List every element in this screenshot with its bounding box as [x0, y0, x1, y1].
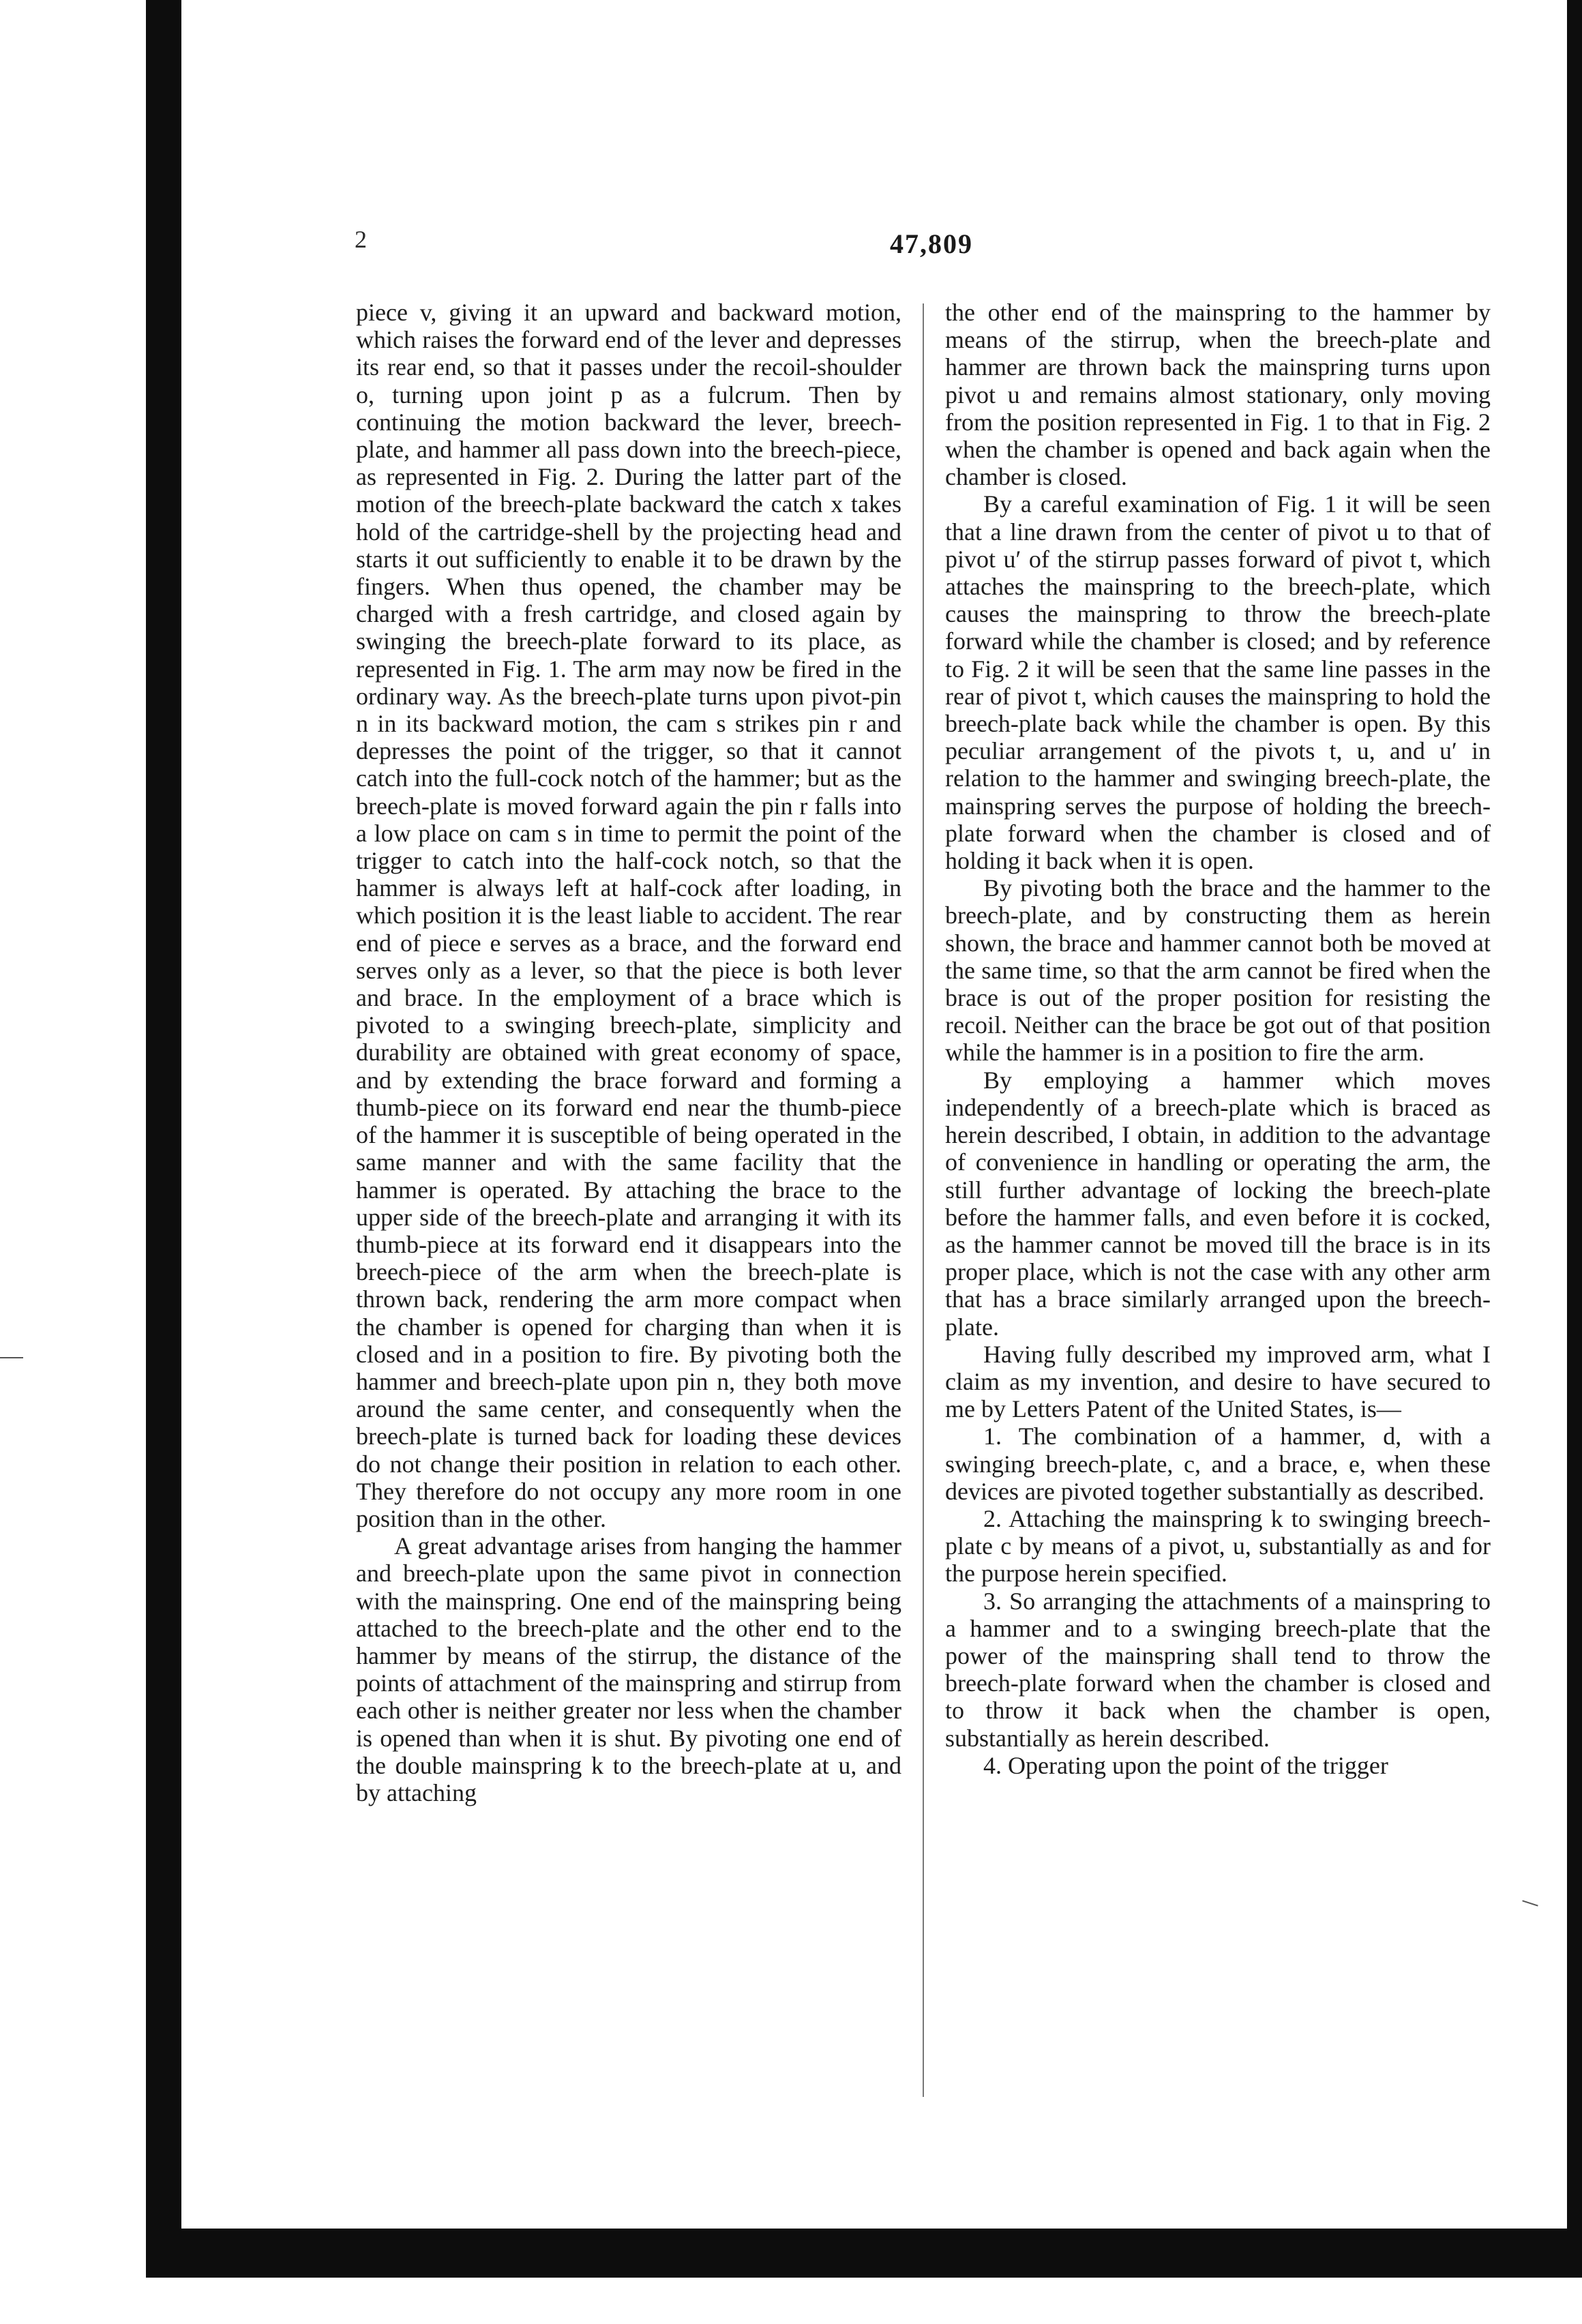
right-paragraph-3: By pivoting both the brace and the hammer to the breech-plate, and by constructing them as herein shown, the brace and hammer cannot both be moved at the same time, so that the arm cannot be fired when the brace is out of the proper position for resisting the recoil. Neither can the brace be got out of that position while the hammer is in a position to fire the arm.: [945, 874, 1491, 1067]
claim-3: 3. So arranging the attachments of a mainspring to a hammer and to a swinging breech-plate that the power of the mainspring shall tend to throw the breech-plate forward when the chamber is closed and to throw it back when the chamber is open, substantially as herein described.: [945, 1587, 1491, 1752]
right-text-column: [945, 299, 1491, 1779]
left-paragraph-2: A great advantage arises from hanging the hammer and breech-plate upon the same pivot in connection with the mainspring. One end of the mainspring being attached to the breech-plate and the other end to the hammer by means of the stirrup, the distance of the points of attachment of the mainspring and stirrup from each other is neither greater nor less when the chamber is opened than when it is shut. By pivoting one end of the double mainspring k to the breech-plate at u, and by attaching: [356, 1532, 901, 1806]
left-text-column: [356, 299, 901, 1806]
margin-mark-right: [1522, 1900, 1538, 1906]
scan-margin-bottom: [0, 2278, 1582, 2324]
scan-border-left: [146, 0, 181, 2278]
right-paragraph-2: By a careful examination of Fig. 1 it will be seen that a line drawn from the center of pivot u to that of pivot u′ of the stirrup passes forward of pivot t, which attaches the mainspring to the breech-plate, which causes the mainspring to throw the breech-plate forward while the chamber is closed; and by reference to Fig. 2 it will be seen that the same line passes in the rear of pivot t, which causes the mainspring to hold the breech-plate back while the chamber is open. By this peculiar arrangement of the pivots t, u, and u′ in relation to the hammer and swinging breech-plate, the mainspring serves the purpose of holding the breech-plate forward when the chamber is closed and of holding it back when it is open.: [945, 490, 1491, 875]
claim-1: 1. The combination of a hammer, d, with a swinging breech-plate, c, and a brace, e, when these devices are pivoted together substantially as described.: [945, 1422, 1491, 1505]
column-divider: [923, 303, 924, 2097]
left-paragraph-1: piece v, giving it an upward and backward motion, which raises the forward end of the lever and depresses its rear end, so that it passes under the recoil-shoulder o, turning upon joint p as a fulcrum. Then by continuing the motion backward the lever, breech-plate, and hammer all pass down into the breech-piece, as represented in Fig. 2. During the latter part of the motion of the breech-plate backward the catch x takes hold of the cartridge-shell by the projecting head and starts it out sufficiently to enable it to be drawn by the fingers. When thus opened, the chamber may be charged with a fresh cartridge, and closed again by swinging the breech-plate forward to its place, as represented in Fig. 1. The arm may now be fired in the ordinary way. As the breech-plate turns upon pivot-pin n in its backward motion, the cam s strikes pin r and depresses the point of the trigger, so that it cannot catch into the full-cock notch of the hammer; but as the breech-plate is moved forward again the pin r falls into a low place on cam s in time to permit the point of the trigger to catch into the half-cock notch, so that the hammer is always left at half-cock after loading, in which position it is the least liable to accident. The rear end of piece e serves as a brace, and the forward end serves only as a lever, so that the piece is both lever and brace. In the employment of a brace which is pivoted to a swinging breech-plate, simplicity and durability are obtained with great economy of space, and by extending the brace forward and forming a thumb-piece on its forward end near the thumb-piece of the hammer it is susceptible of being operated in the same manner and with the same facility that the hammer is operated. By attaching the brace to the upper side of the breech-plate and arranging it with its thumb-piece at its forward end it disappears into the breech-piece of the arm when the breech-plate is thrown back, rendering the arm more compact when the chamber is opened for charging than when it is closed and in a position to fire. By pivoting both the hammer and breech-plate upon pin n, they both move around the same center, and consequently when the breech-plate is turned back for loading these devices do not change their position in relation to each other. They therefore do not occupy any more room in one position than in the other.: [356, 299, 901, 1532]
margin-mark-left: [0, 1357, 23, 1358]
right-paragraph-1: the other end of the mainspring to the hammer by means of the stirrup, when the breech-plate and hammer are thrown back the mainspring turns upon pivot u and remains almost stationary, only moving from the position represented in Fig. 1 to that in Fig. 2 when the chamber is opened and back again when the chamber is closed.: [945, 299, 1491, 491]
right-paragraph-4: By employing a hammer which moves independently of a breech-plate which is braced as herein described, I obtain, in addition to the advantage of convenience in handling or operating the arm, the still further advantage of locking the breech-plate before the hammer falls, and even before it is cocked, as the hammer cannot be moved till the brace is in its proper place, which is not the case with any other arm that has a brace similarly arranged upon the breech-plate.: [945, 1066, 1491, 1341]
page-number: 2: [355, 226, 367, 253]
claim-2: 2. Attaching the mainspring k to swinging breech-plate c by means of a pivot, u, substantially as and for the purpose herein specified.: [945, 1504, 1491, 1588]
claims-preamble: Having fully described my improved arm, what I claim as my invention, and desire to have secured to me by Letters Patent of the United States, is—: [945, 1340, 1491, 1423]
claim-4: 4. Operating upon the point of the trigger: [983, 1751, 1388, 1779]
patent-number: 47,809: [890, 228, 973, 259]
scan-border-bottom: [146, 2229, 1582, 2278]
scan-border-right: [1567, 0, 1582, 2278]
